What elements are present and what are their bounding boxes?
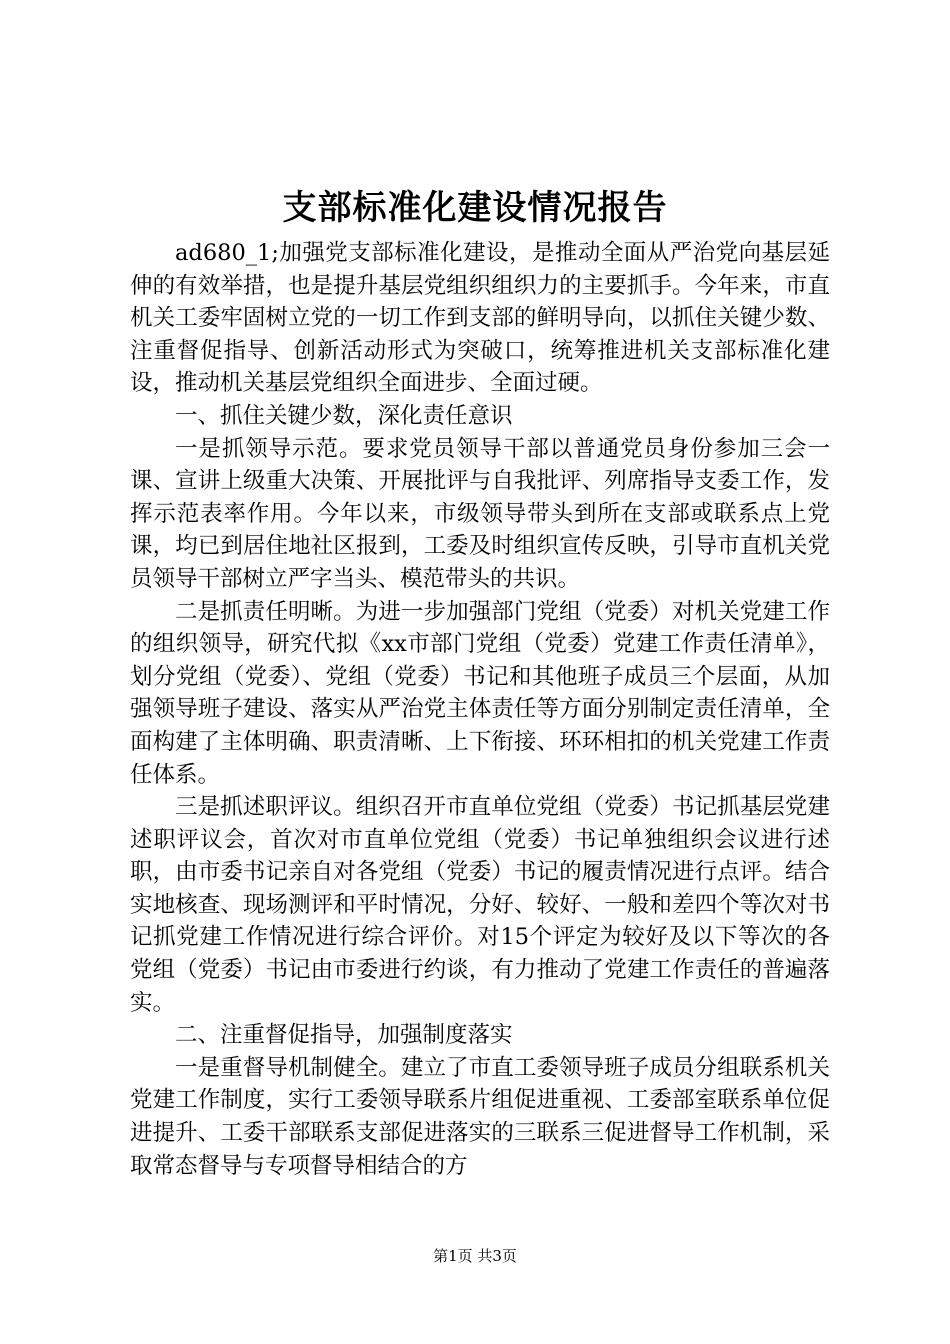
section-heading-2: 二、注重督促指导，加强制度落实 [175, 1022, 513, 1049]
paragraph-leadership-demo: 一是抓领导示范。要求党员领导干部以普通党员身份参加三会一课、宣讲上级重大决策、开展批评与自我批评、列席指导支委工作，发挥示范表率作用。今年以来，市级领导带头到所在支部或联系点上党课，均已到居住地社区报到，工委及时组织宣传反映，引导市直机关党员领导干部树立严字当头、模范带头的共识。 [130, 435, 830, 592]
section-heading-1: 一、抓住关键少数，深化责任意识 [175, 402, 513, 429]
paragraph-responsibility: 二是抓责任明晰。为进一步加强部门党组（党委）对机关党建工作的组织领导，研究代拟《xx市部门党组（党委）党建工作责任清单》，划分党组（党委）、党组（党委）书记和其他班子成员三个层面，从加强领导班子建设、落实从严治党主体责任等方面分别制定责任清单，全面构建了主体明确、职责清晰、上下衔接、环环相扣的机关党建工作责任体系。 [130, 598, 830, 788]
paragraph-review: 三是抓述职评议。组织召开市直单位党组（党委）书记抓基层党建述职评议会，首次对市直单位党组（党委）书记单独组织会议进行述职，由市委书记亲自对各党组（党委）书记的履责情况进行点评。结合实地核查、现场测评和平时情况，分好、较好、一般和差四个等次对书记抓党建工作情况进行综合评价。对15个评定为较好及以下等次的各党组（党委）书记由市委进行约谈，有力推动了党建工作责任的普遍落实。 [130, 794, 830, 1016]
document-title: 支部标准化建设情况报告 [282, 188, 668, 228]
paragraph-supervision: 一是重督导机制健全。建立了市直工委领导班子成员分组联系机关党建工作制度，实行工委领导联系片组促进重视、工委部室联系单位促进提升、工委干部联系支部促进落实的三联系三促进督导工作机制，采取常态督导与专项督导相结合的方 [130, 1054, 830, 1179]
page-number-footer: 第1页 共3页 [433, 1247, 517, 1265]
document-body [130, 237, 830, 1182]
intro-paragraph: ad680_1;加强党支部标准化建设，是推动全面从严治党向基层延伸的有效举措，也是提升基层党组织组织力的主要抓手。今年来，市直机关工委牢固树立党的一切工作到支部的鲜明导向，以抓住关键少数、注重督促指导、创新活动形式为突破口，统筹推进机关支部标准化建设，推动机关基层党组织全面进步、全面过硬。 [130, 240, 830, 397]
